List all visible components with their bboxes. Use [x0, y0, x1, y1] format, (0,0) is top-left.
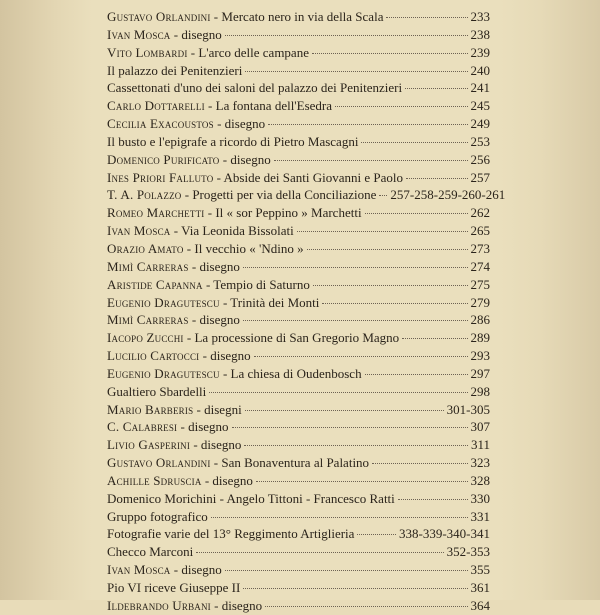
toc-entry — [107, 97, 490, 115]
entry-author: Ivan Mosca — [107, 223, 171, 239]
entry-title: Gualtiero Sbardelli — [107, 383, 207, 399]
entry-separator: - — [188, 312, 200, 328]
toc-entry — [107, 240, 490, 258]
entry-author: Orazio Amato — [107, 240, 184, 256]
dot-leader — [211, 517, 468, 518]
entry-text — [107, 401, 242, 419]
toc-entry — [107, 258, 490, 276]
toc-entry — [107, 490, 490, 508]
entry-page-number: 233 — [470, 9, 490, 24]
entry-author: C. Calabresi — [107, 419, 178, 435]
toc-entry — [107, 222, 490, 240]
dot-leader — [372, 463, 467, 464]
dot-leader — [312, 53, 468, 54]
entry-title: disegno — [221, 597, 263, 613]
dot-leader — [232, 427, 468, 428]
entry-page-number: 249 — [470, 116, 490, 132]
entry-page-number: 355 — [470, 562, 490, 578]
entry-page-number: 265 — [470, 223, 490, 239]
entry-title: Il palazzo dei Penitenzieri — [107, 62, 243, 78]
entry-title: disegni — [204, 401, 242, 417]
toc-entry — [107, 133, 490, 151]
entry-text — [107, 79, 402, 97]
entry-separator: - — [199, 348, 211, 364]
entry-separator: - — [170, 223, 182, 239]
entry-author: Eugenio Dragutescu — [107, 365, 220, 381]
entry-separator: - — [170, 562, 182, 578]
toc-entry — [107, 543, 490, 561]
entry-title: Domenico Morichini - Angelo Tittoni - Francesco Ratti — [107, 490, 395, 506]
dot-leader — [365, 213, 468, 214]
entry-page-number: 286 — [470, 312, 490, 328]
toc-entry — [107, 311, 490, 329]
entry-author: Livio Gasperini — [107, 437, 191, 453]
entry-title: Cassettonati d'uno dei saloni del palazzo dei Penitenzieri — [107, 80, 403, 96]
entry-text — [107, 258, 240, 276]
entry-separator: - — [213, 169, 224, 185]
entry-author: Mimì Carreras — [107, 312, 189, 328]
entry-page-number: 361 — [470, 580, 490, 595]
dot-leader — [274, 160, 468, 161]
entry-page-number: 273 — [470, 240, 490, 256]
entry-page-number: 245 — [470, 98, 490, 114]
entry-page-number: 241 — [470, 80, 490, 96]
entry-page-number: 293 — [470, 348, 490, 364]
entry-title: Il « sor Peppino » Marchetti — [215, 205, 362, 221]
entry-page-number: 275 — [470, 276, 490, 292]
entry-page-number: 364 — [470, 597, 490, 613]
toc-entry — [107, 294, 490, 312]
toc-entry — [107, 436, 490, 454]
toc-entry — [107, 472, 490, 490]
entry-title: Tempio di Saturno — [213, 276, 310, 292]
entry-title: Mercato nero in via della Scala — [221, 9, 384, 24]
entry-separator: - — [204, 205, 216, 221]
entry-text — [107, 365, 362, 383]
dot-leader — [365, 374, 468, 375]
entry-title: San Bonaventura al Palatino — [221, 455, 370, 471]
toc-entry — [107, 26, 490, 44]
entry-author: Lucilio Cartocci — [107, 348, 200, 364]
entry-page-number: 328 — [470, 472, 490, 488]
entry-title: La fontana dell'Esedra — [215, 98, 333, 114]
page-shadow-left — [0, 0, 92, 600]
entry-page-number: 274 — [470, 258, 490, 274]
toc-entry — [107, 204, 490, 222]
entry-separator: - — [187, 44, 199, 60]
toc-entry — [107, 62, 490, 80]
toc-entry — [107, 525, 490, 543]
entry-page-number: 301-305 — [446, 401, 490, 417]
toc-entry — [107, 597, 490, 615]
entry-text — [107, 597, 262, 615]
dot-leader — [398, 499, 468, 500]
dot-leader — [386, 17, 467, 18]
entry-page-number: 307 — [470, 419, 490, 435]
entry-author: Achille Sdruscia — [107, 472, 202, 488]
entry-text — [107, 133, 358, 151]
entry-page-number: 256 — [470, 151, 490, 167]
entry-author: Eugenio Dragutescu — [107, 294, 220, 310]
entry-author: Carlo Dottarelli — [107, 98, 205, 114]
dot-leader — [225, 35, 468, 36]
dot-leader — [335, 106, 467, 107]
entry-title: disegno — [199, 312, 240, 328]
entry-author: Gustavo Orlandini — [107, 9, 211, 24]
entry-text — [107, 97, 332, 115]
entry-author: Aristide Capanna — [107, 276, 203, 292]
entry-page-number: 289 — [470, 330, 490, 346]
toc-entry — [107, 383, 490, 401]
entry-text — [107, 418, 229, 436]
entry-separator: - — [210, 9, 222, 24]
toc-entry — [107, 169, 490, 187]
entry-title: La chiesa di Oudenbosch — [230, 365, 362, 381]
entry-text — [107, 579, 240, 597]
entry-author: T. A. Polazzo — [107, 187, 182, 203]
dot-leader — [243, 320, 468, 321]
entry-title: Trinità dei Monti — [230, 294, 320, 310]
entry-title: Progetti per via della Conciliazione — [192, 187, 377, 203]
entry-text — [107, 472, 253, 490]
toc-entry — [107, 8, 490, 26]
entry-separator: - — [190, 437, 201, 453]
toc-entry — [107, 365, 490, 383]
entry-title: Gruppo fotografico — [107, 508, 208, 524]
dot-leader — [297, 231, 468, 232]
entry-text — [107, 561, 222, 579]
entry-title: Checco Marconi — [107, 544, 194, 560]
entry-text — [107, 26, 222, 44]
entry-author: Gustavo Orlandini — [107, 455, 211, 471]
dot-leader — [406, 178, 468, 179]
entry-text — [107, 490, 395, 508]
entry-author: Domenico Purificato — [107, 151, 220, 167]
entry-page-number: 257-258-259-260-261 — [390, 187, 506, 203]
entry-title: disegno — [212, 472, 253, 488]
entry-page-number: 297 — [470, 365, 490, 381]
entry-text — [107, 454, 369, 472]
entry-page-number: 240 — [470, 62, 490, 78]
entry-separator: - — [202, 276, 214, 292]
entry-separator: - — [219, 151, 231, 167]
toc-entry — [107, 115, 490, 133]
entry-text — [107, 169, 403, 187]
toc-entry — [107, 186, 506, 204]
entry-title: Pio VI riceve Giuseppe II — [107, 580, 241, 595]
toc-entry — [107, 151, 490, 169]
entry-text — [107, 543, 193, 561]
entry-author: Romeo Marchetti — [107, 205, 205, 221]
toc-entry — [107, 79, 490, 97]
toc-entry — [107, 579, 490, 597]
entry-page-number: 338-339-340-341 — [399, 526, 490, 542]
entry-text — [107, 151, 271, 169]
entry-text — [107, 240, 304, 258]
entry-page-number: 279 — [470, 294, 490, 310]
entry-separator: - — [210, 455, 222, 471]
entry-text — [107, 115, 265, 133]
entry-author: Ines Priori Falluto — [107, 169, 214, 185]
dot-leader — [245, 71, 467, 72]
entry-text — [107, 186, 376, 204]
entry-text — [107, 383, 206, 401]
entry-author: Ivan Mosca — [107, 562, 171, 578]
entry-separator: - — [204, 98, 216, 114]
entry-title: disegno — [230, 151, 271, 167]
entry-author: Iacopo Zucchi — [107, 330, 184, 346]
entry-page-number: 311 — [470, 437, 490, 453]
entry-text — [107, 347, 251, 365]
entry-author: Mimì Carreras — [107, 258, 189, 274]
entry-title: disegno — [181, 26, 222, 42]
entry-separator: - — [181, 187, 193, 203]
entry-separator: - — [188, 258, 200, 274]
entry-separator: - — [183, 240, 195, 256]
dot-leader — [225, 570, 468, 571]
entry-text — [107, 525, 354, 543]
entry-title: disegno — [200, 437, 242, 453]
entry-author: Vito Lombardi — [107, 44, 188, 60]
entry-separator: - — [201, 472, 213, 488]
entry-text — [107, 62, 242, 80]
dot-leader — [244, 445, 468, 446]
dot-leader — [402, 338, 467, 339]
entry-separator: - — [193, 401, 205, 417]
entry-text — [107, 8, 383, 26]
dot-leader — [361, 142, 467, 143]
dot-leader — [313, 285, 468, 286]
toc-entry — [107, 401, 490, 419]
entry-page-number: 262 — [470, 205, 490, 221]
entry-text — [107, 44, 309, 62]
entry-separator: - — [170, 26, 182, 42]
toc-entry — [107, 347, 490, 365]
entry-page-number: 239 — [470, 44, 490, 60]
toc-entry — [107, 44, 490, 62]
dot-leader — [256, 481, 468, 482]
entry-separator: - — [219, 294, 231, 310]
entry-title: Il busto e l'epigrafe a ricordo di Pietro Mascagni — [107, 133, 359, 149]
dot-leader — [405, 88, 467, 89]
dot-leader — [254, 356, 468, 357]
entry-separator: - — [213, 116, 225, 132]
entry-text — [107, 204, 362, 222]
toc-entry — [107, 276, 490, 294]
entry-text — [107, 508, 208, 526]
dot-leader — [243, 267, 468, 268]
entry-text — [107, 329, 399, 347]
entry-author: Mario Barberis — [107, 401, 194, 417]
entry-text — [107, 311, 240, 329]
entry-separator: - — [183, 330, 195, 346]
entry-page-number: 352-353 — [446, 544, 490, 560]
entry-text — [107, 294, 319, 312]
toc-entry — [107, 508, 490, 526]
entry-title: disegno — [210, 348, 251, 364]
entry-page-number: 323 — [470, 455, 490, 471]
entry-separator: - — [219, 365, 231, 381]
dot-leader — [357, 534, 396, 535]
dot-leader — [322, 303, 467, 304]
entry-author: Cecilia Exacoustos — [107, 116, 214, 132]
entry-page-number: 253 — [470, 133, 490, 149]
toc-entry — [107, 418, 490, 436]
dot-leader — [265, 606, 467, 607]
entry-title: L'arco delle campane — [198, 44, 309, 60]
dot-leader — [243, 588, 467, 589]
entry-title: disegno — [199, 258, 240, 274]
dot-leader — [196, 552, 443, 553]
entry-title: disegno — [188, 419, 229, 435]
entry-page-number: 330 — [470, 490, 490, 506]
entry-text — [107, 276, 310, 294]
page-shadow-right — [500, 0, 600, 600]
entry-title: Il vecchio « 'Ndino » — [194, 240, 304, 256]
entry-title: disegno — [224, 116, 266, 132]
dot-leader — [209, 392, 467, 393]
toc-entry — [107, 329, 490, 347]
entry-title: disegno — [181, 562, 222, 578]
dot-leader — [268, 124, 467, 125]
index-of-illustrations — [107, 8, 506, 615]
entry-text — [107, 436, 241, 454]
dot-leader — [379, 195, 387, 196]
entry-title: La processione di San Gregorio Magno — [194, 330, 400, 346]
entry-page-number: 238 — [470, 26, 490, 42]
entry-separator: - — [210, 597, 222, 613]
entry-title: Fotografie varie del 13° Reggimento Artiglieria — [107, 526, 355, 542]
entry-title: Via Leonida Bissolati — [181, 223, 294, 239]
dot-leader — [307, 249, 468, 250]
entry-title: Abside dei Santi Giovanni e Paolo — [223, 169, 403, 185]
entry-text — [107, 222, 294, 240]
entry-page-number: 298 — [470, 383, 490, 399]
toc-entry — [107, 454, 490, 472]
entry-author: Ivan Mosca — [107, 26, 171, 42]
entry-author: Ildebrando Urbani — [107, 597, 211, 613]
entry-page-number: 331 — [470, 508, 490, 524]
entry-page-number: 257 — [470, 169, 490, 185]
entry-separator: - — [177, 419, 189, 435]
dot-leader — [245, 410, 444, 411]
toc-entry — [107, 561, 490, 579]
